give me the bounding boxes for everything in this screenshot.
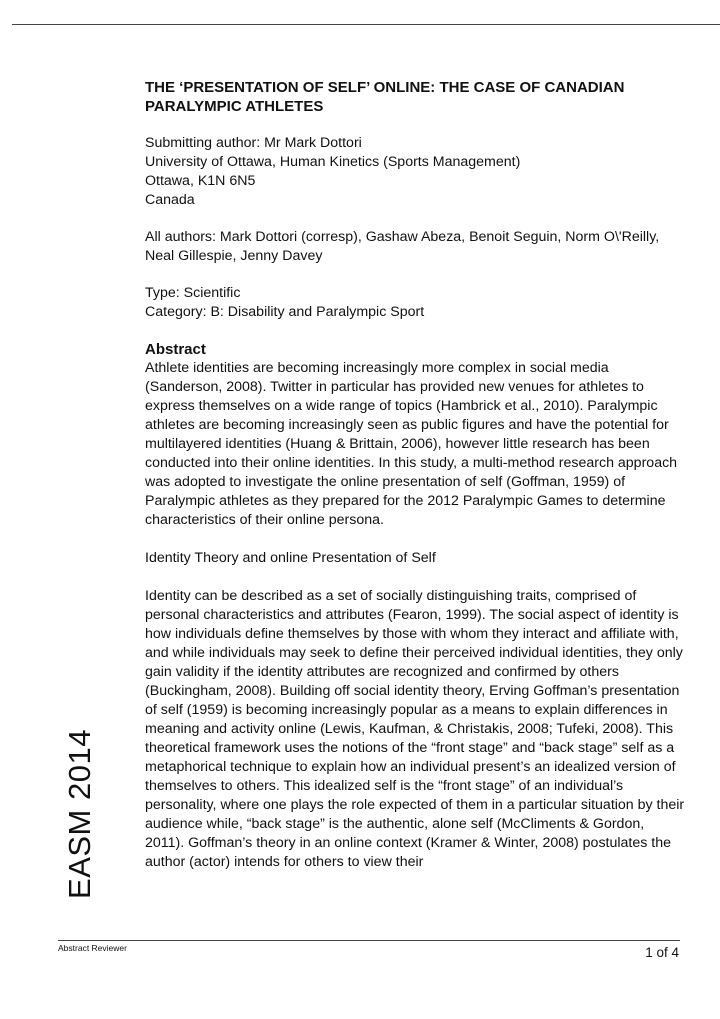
- paper-category: Category: B: Disability and Paralympic Sport: [145, 304, 425, 320]
- top-rule: [12, 24, 720, 25]
- page-number: 1 of 4: [645, 945, 679, 960]
- abstract-paragraph: Athlete identities are becoming increasingly more complex in social media (Sanderson, 2008). Twitter in particular has provided new venues for athletes to express themselves on a wide range of topics (Hambrick et al., 2010). Paralympic athletes are becoming increasingly seen as public figures and have the potential for multilayered identities (Huang & Brittain, 2006), however little research has been conducted into their online identities. In this study, a multi-method research approach was adopted to investigate the online presentation of self (Goffman, 1959) of Paralympic athletes as they prepared for the 2012 Paralympic Games to determine characteristics of their online persona.: [145, 360, 678, 528]
- footer-reviewer-label: Abstract Reviewer: [58, 943, 127, 953]
- paper-title: THE ‘PRESENTATION OF SELF’ ONLINE: THE CASE OF CANADIAN PARALYMPIC ATHLETES: [145, 79, 625, 115]
- abstract-paragraph: Identity can be described as a set of socially distinguishing traits, comprised of personal characteristics and attributes (Fearon, 1999). The social aspect of identity is how individuals define themselves by those with whom they interact and affiliate with, and while individuals may seek to define their perceived individual identities, they only gain validity if the identity attributes are recognized and confirmed by others (Buckingham, 2008). Building off social identity theory, Erving Goffman’s presentation of self (1959) is becoming increasingly popular as a means to explain differences in meaning and activity online (Lewis, Kaufman, & Christakis, 2008; Tufeki, 2008). This theoretical framework uses the notions of the “front stage” and “back stage” self as a metaphorical technique to explain how an individual present’s an idealized version of themselves to others. This idealized self is the “front stage” of an individual’s personality, where one plays the role expected of them in a particular situation by their audience while, “back stage” is the authentic, alone self (McCliments & Gordon, 2011). Goffman’s theory in an online context (Kramer & Winter, 2008) postulates the author (actor) intends for others to view their: [145, 588, 685, 870]
- all-authors-block: [145, 228, 685, 266]
- meta-block: [145, 284, 685, 322]
- document-body: [145, 78, 685, 891]
- city: Ottawa, K1N 6N5: [145, 173, 256, 189]
- abstract-heading: Abstract: [145, 341, 206, 358]
- all-authors: All authors: Mark Dottori (corresp), Gashaw Abeza, Benoit Seguin, Norm O\'Reilly, Neal Gillespie, Jenny Davey: [145, 229, 660, 264]
- affiliation: University of Ottawa, Human Kinetics (Sports Management): [145, 154, 521, 170]
- footer-rule: [58, 940, 680, 941]
- conference-label: EASM 2014: [62, 729, 97, 899]
- country: Canada: [145, 192, 195, 208]
- submitting-author-block: [145, 134, 685, 210]
- paper-type: Type: Scientific: [145, 285, 241, 301]
- section-subheading: Identity Theory and online Presentation of Self: [145, 550, 436, 566]
- submitting-author: Submitting author: Mr Mark Dottori: [145, 135, 362, 151]
